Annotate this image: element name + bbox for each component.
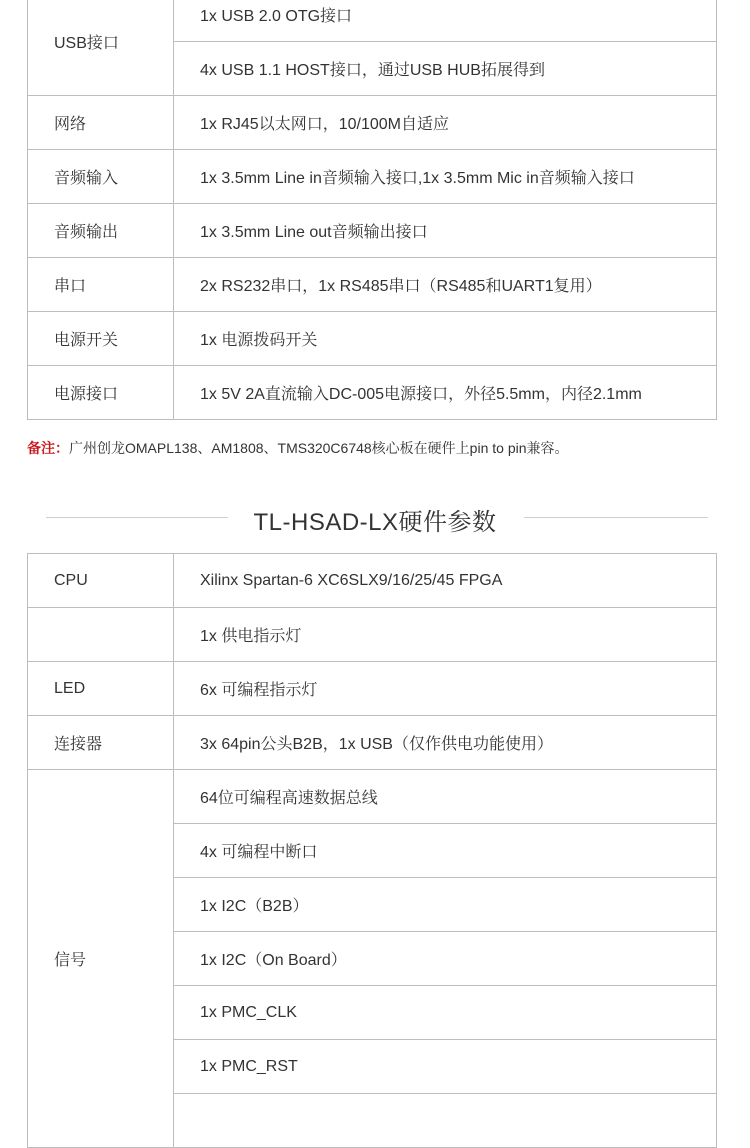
note-label: 备注：	[27, 440, 69, 456]
row-value: 1x 3.5mm Line out音频输出接口	[174, 204, 717, 258]
row-value: 1x 5V 2A直流输入DC-005电源接口，外径5.5mm，内径2.1mm	[174, 366, 717, 420]
row-value: 2x RS232串口，1x RS485串口（RS485和UART1复用）	[174, 258, 717, 312]
signal-value	[174, 1094, 717, 1148]
signal-value: 1x PMC_RST	[174, 1040, 717, 1094]
table-row	[28, 608, 717, 662]
table-row	[28, 150, 717, 204]
heading-divider-right	[524, 517, 708, 518]
table-row	[28, 366, 717, 420]
empty-label-cell	[28, 608, 174, 662]
signal-value: 4x 可编程中断口	[174, 824, 717, 878]
compatibility-note	[27, 438, 569, 458]
row-label: 串口	[28, 258, 174, 312]
row-value: 1x RJ45以太网口，10/100M自适应	[174, 96, 717, 150]
table-row	[28, 312, 717, 366]
signal-value: 1x I2C（B2B）	[174, 878, 717, 932]
table-row	[28, 554, 717, 608]
table-row	[28, 662, 717, 716]
hardware-params-table	[27, 553, 717, 1148]
row-label: 音频输入	[28, 150, 174, 204]
signal-value: 1x PMC_CLK	[174, 986, 717, 1040]
signal-label: 信号	[28, 770, 174, 1148]
row-value: 4x USB 1.1 HOST接口，通过USB HUB拓展得到	[174, 42, 717, 96]
row-label: USB接口	[28, 0, 174, 96]
row-label: 电源开关	[28, 312, 174, 366]
table-row	[28, 258, 717, 312]
row-label: 音频输出	[28, 204, 174, 258]
row-label: 电源接口	[28, 366, 174, 420]
cpu-value: Xilinx Spartan-6 XC6SLX9/16/25/45 FPGA	[174, 554, 717, 608]
signal-value: 64位可编程高速数据总线	[174, 770, 717, 824]
row-value: 1x USB 2.0 OTG接口	[174, 0, 717, 42]
connector-value: 3x 64pin公头B2B，1x USB（仅作供电功能使用）	[174, 716, 717, 770]
row-value: 1x 3.5mm Line in音频输入接口,1x 3.5mm Mic in音频输入接口	[174, 150, 717, 204]
table-row	[28, 770, 717, 824]
section-heading	[0, 500, 750, 536]
table-row	[28, 716, 717, 770]
connector-label: 连接器	[28, 716, 174, 770]
table-row	[28, 96, 717, 150]
row-label: 网络	[28, 96, 174, 150]
signal-value: 1x I2C（On Board）	[174, 932, 717, 986]
note-text: 广州创龙OMAPL138、AM1808、TMS320C6748核心板在硬件上pin to pin兼容。	[69, 440, 569, 456]
row-value: 1x 电源拨码开关	[174, 312, 717, 366]
section-title: TL-HSAD-LX硬件参数	[253, 509, 497, 536]
table-row	[28, 0, 717, 42]
led-value: 6x 可编程指示灯	[174, 662, 717, 716]
led-value: 1x 供电指示灯	[174, 608, 717, 662]
interface-table	[27, 0, 717, 420]
led-label: LED	[28, 662, 174, 716]
table-row	[28, 204, 717, 258]
cpu-label: CPU	[28, 554, 174, 608]
